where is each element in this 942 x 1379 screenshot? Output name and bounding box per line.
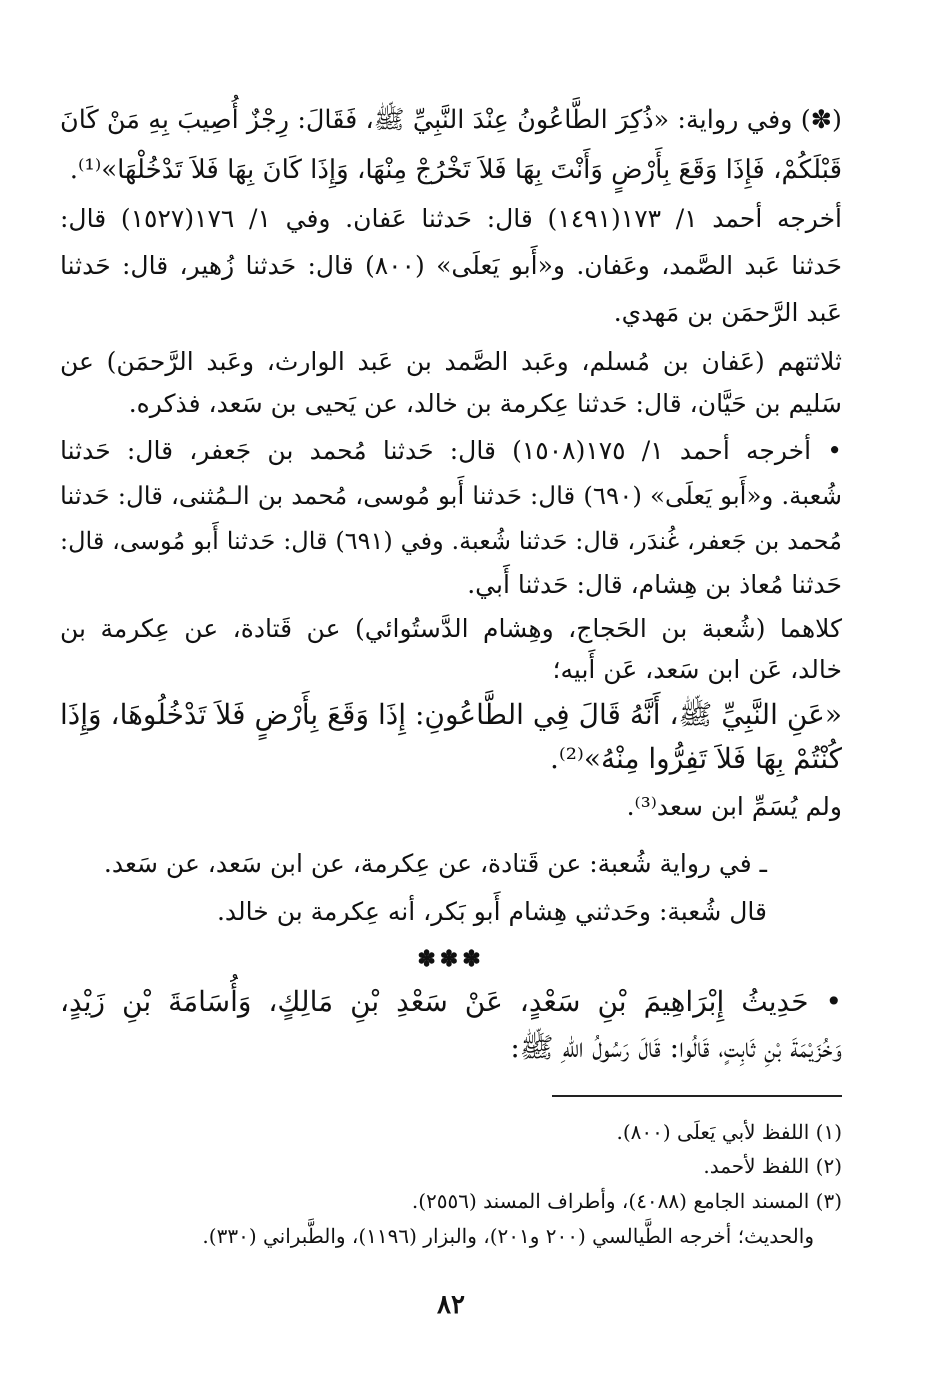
- takhrij-line-1: أخرجه أحمد ١/ ١٧٣(١٤٩١) قال: حَدثنا عَفان. وفي ١/ ١٧٦(١٥٢٧) قال:: [60, 204, 842, 233]
- takhrij-2-line-4: حَدثنا مُعاذ بن هِشام، قال: حَدثنا أَبي.: [467, 570, 842, 599]
- next-hadith-line-1: • حَدِيثُ إِبْرَاهِيمَ بْنِ سَعْدٍ، عَنْ سَعْدِ بْنِ مَالِكٍ، وَأُسَامَةَ بْنِ زَيْدٍ،: [60, 985, 842, 1018]
- takhrij-2-line-2: شُعبة. و«أَبو يَعلَى» (٦٩٠) قال: حَدثنا أَبو مُوسى، مُحمد بن الـمُثنى، قال: حَدثنا: [60, 481, 842, 510]
- takhrij-line-3: عَبد الرَّحمَن بن مَهدي.: [613, 298, 842, 327]
- takhrij-line-2: حَدثنا عَبد الصَّمد، وعَفان. و«أَبو يَعلَى» (٨٠٠) قال: حَدثنا زُهير، قال: حَدثنا: [60, 251, 842, 280]
- isnad-line-1: ثلاثتهم (عَفان بن مُسلم، وعَبد الصَّمد بن عَبد الوارث، وعَبد الرَّحمَن) عن: [60, 347, 842, 376]
- shuba-qala-line: قال شُعبة: وحَدثني هِشام أَبو بَكر، أنه عِكرمة بن خالد.: [216, 897, 767, 926]
- footnote-2: (٢) اللفظ لأحمد.: [703, 1154, 842, 1178]
- hadith-variant-line-1: (✽) وفي رواية: «ذُكِرَ الطَّاعُونُ عِنْدَ النَّبِيِّ ﷺ، فَقَالَ: رِجْزٌ أُصِيبَ بِهِ مَنْ كَانَ: [60, 105, 842, 135]
- takhrij-2-line-3: مُحمد بن جَعفر، غُندَر، قال: حَدثنا شُعبة. وفي (٦٩١) قال: حَدثنا أَبو مُوسى، قال:: [60, 527, 842, 555]
- section-separator: ✽✽✽: [417, 946, 485, 972]
- isnad-2-line-1: كلاهما (شُعبة بن الحَجاج، وهِشام الدَّستُوائي) عن قَتادة، عن عِكرمة بن: [60, 614, 842, 643]
- isnad-2-line-2: خالد، عَن ابن سَعد، عَن أَبيه؛: [552, 655, 842, 684]
- hadith-text-line-2: كُنْتُمْ بِهَا فَلاَ تَفِرُّوا مِنْهُ»⁽²⁾.: [550, 742, 842, 775]
- page-number: ٨٢: [437, 1290, 465, 1320]
- isnad-line-2: سَليم بن حَيَّان، قال: حَدثنا عِكرمة بن خالد، عن يَحيى بن سَعد، فذكره.: [128, 389, 842, 418]
- footnote-divider: [552, 1095, 842, 1097]
- next-hadith-line-2: وَخُزَيْمَةَ بْنِ ثَابِتٍ، قَالُوا: قَالَ رَسُولُ اللهِ ﷺ:: [510, 1031, 842, 1064]
- note-line: ولم يُسَمِّ ابن سعد⁽³⁾.: [626, 792, 842, 821]
- shuba-riwaya-line: ـ في رواية شُعبة: عن قَتادة، عن عِكرمة، عن ابن سَعد، عن سَعد.: [103, 849, 767, 878]
- footnote-3-continued: والحديث؛ أخرجه الطَّيالسي (٢٠٠ و٢٠١)، والبزار (١١٩٦)، والطَّبراني (٣٣٠).: [202, 1224, 814, 1248]
- takhrij-2-line-1: • أخرجه أحمد ١/ ١٧٥(١٥٠٨) قال: حَدثنا مُحمد بن جَعفر، قال: حَدثنا: [60, 436, 842, 465]
- hadith-variant-line-2: قَبْلَكُمْ، فَإِذَا وَقَعَ بِأَرْضٍ وَأَنْتَ بِهَا فَلاَ تَخْرُجْ مِنْهَا، وَإِذَا كَانَ بِهَا فَلاَ تَدْخُلْهَا»⁽¹⁾.: [69, 155, 842, 185]
- document-page: [60, 0, 842, 1379]
- footnote-1: (١) اللفظ لأبي يَعلَى (٨٠٠).: [616, 1120, 842, 1144]
- footnote-3: (٣) المسند الجامع (٤٠٨٨)، وأطراف المسند (٢٥٥٦).: [411, 1189, 842, 1213]
- hadith-text-line-1: «عَنِ النَّبِيِّ ﷺ، أَنَّهُ قَالَ فِي الطَّاعُونِ: إِذَا وَقَعَ بِأَرْضٍ فَلاَ تَدْخُلُوهَا، وَإِذَا: [60, 698, 842, 731]
